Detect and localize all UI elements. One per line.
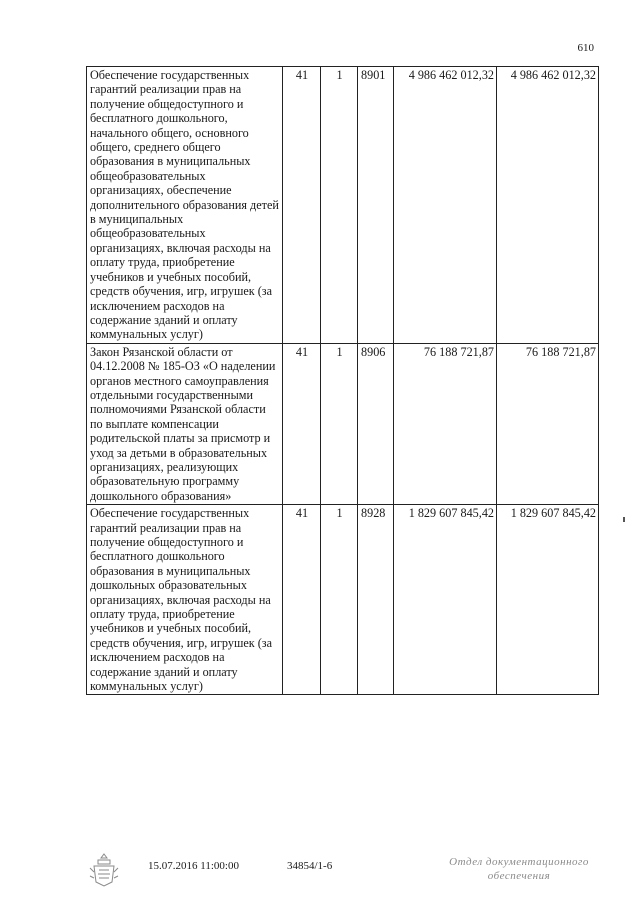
page-number: 610 <box>577 42 594 54</box>
row-amount1-cell: 1 829 607 845,42 <box>394 505 497 695</box>
stamp-line: обеспечения <box>487 870 551 882</box>
row-code1-cell: 41 <box>283 343 321 504</box>
stamp-line: Отдел документационного <box>449 856 589 868</box>
row-code3-cell: 8901 <box>358 67 394 344</box>
row-code2-cell: 1 <box>321 505 358 695</box>
table-row <box>87 343 599 504</box>
table-row <box>87 67 599 344</box>
coat-of-arms-icon <box>88 852 120 888</box>
row-name-cell: Обеспечение государственных гарантий реализации прав на получение общедоступного и бесплатного дошкольного образования в муниципальных дошкольных образовательных организациях, включая расходы на оплату труда, приобретение учебников и учебных пособий, средств обучения, игр, игрушек (за исключением расходов на содержание зданий и оплату коммунальных услуг) <box>87 505 283 695</box>
row-code2-cell: 1 <box>321 67 358 344</box>
row-code2-cell: 1 <box>321 343 358 504</box>
row-amount1-cell: 4 986 462 012,32 <box>394 67 497 344</box>
row-amount2-cell: 1 829 607 845,42 <box>497 505 599 695</box>
row-amount2-cell: 76 188 721,87 <box>497 343 599 504</box>
row-code1-cell: 41 <box>283 67 321 344</box>
row-name-cell: Закон Рязанской области от 04.12.2008 № 185-ОЗ «О наделении органов местного самоуправления отдельными государственными полномочиями Рязанской области по выплате компенсации родительской платы за присмотр и уход за детьми в образовательных организациях, реализующих образовательную программу дошкольного образования» <box>87 343 283 504</box>
margin-mark <box>623 517 625 522</box>
row-name-cell: Обеспечение государственных гарантий реализации прав на получение общедоступного и бесплатного дошкольного, начального общего, основного общего, среднего общего образования в муниципальных общеобразовательных организациях, обеспечение дополнительного образования детей в муниципальных общеобразовательных организациях, включая расходы на оплату труда, приобретение учебников и учебных пособий, средств обучения, игр, игрушек (за исключением расходов на содержание зданий и оплату коммунальных услуг) <box>87 67 283 344</box>
budget-table <box>86 66 599 695</box>
department-stamp <box>444 855 594 883</box>
budget-table-body <box>87 67 599 695</box>
row-amount1-cell: 76 188 721,87 <box>394 343 497 504</box>
row-code3-cell: 8906 <box>358 343 394 504</box>
table-row <box>87 505 599 695</box>
row-code1-cell: 41 <box>283 505 321 695</box>
row-code3-cell: 8928 <box>358 505 394 695</box>
row-amount2-cell: 4 986 462 012,32 <box>497 67 599 344</box>
footer-date: 15.07.2016 11:00:00 <box>148 860 239 872</box>
footer-doc-number: 34854/1-6 <box>287 860 333 872</box>
